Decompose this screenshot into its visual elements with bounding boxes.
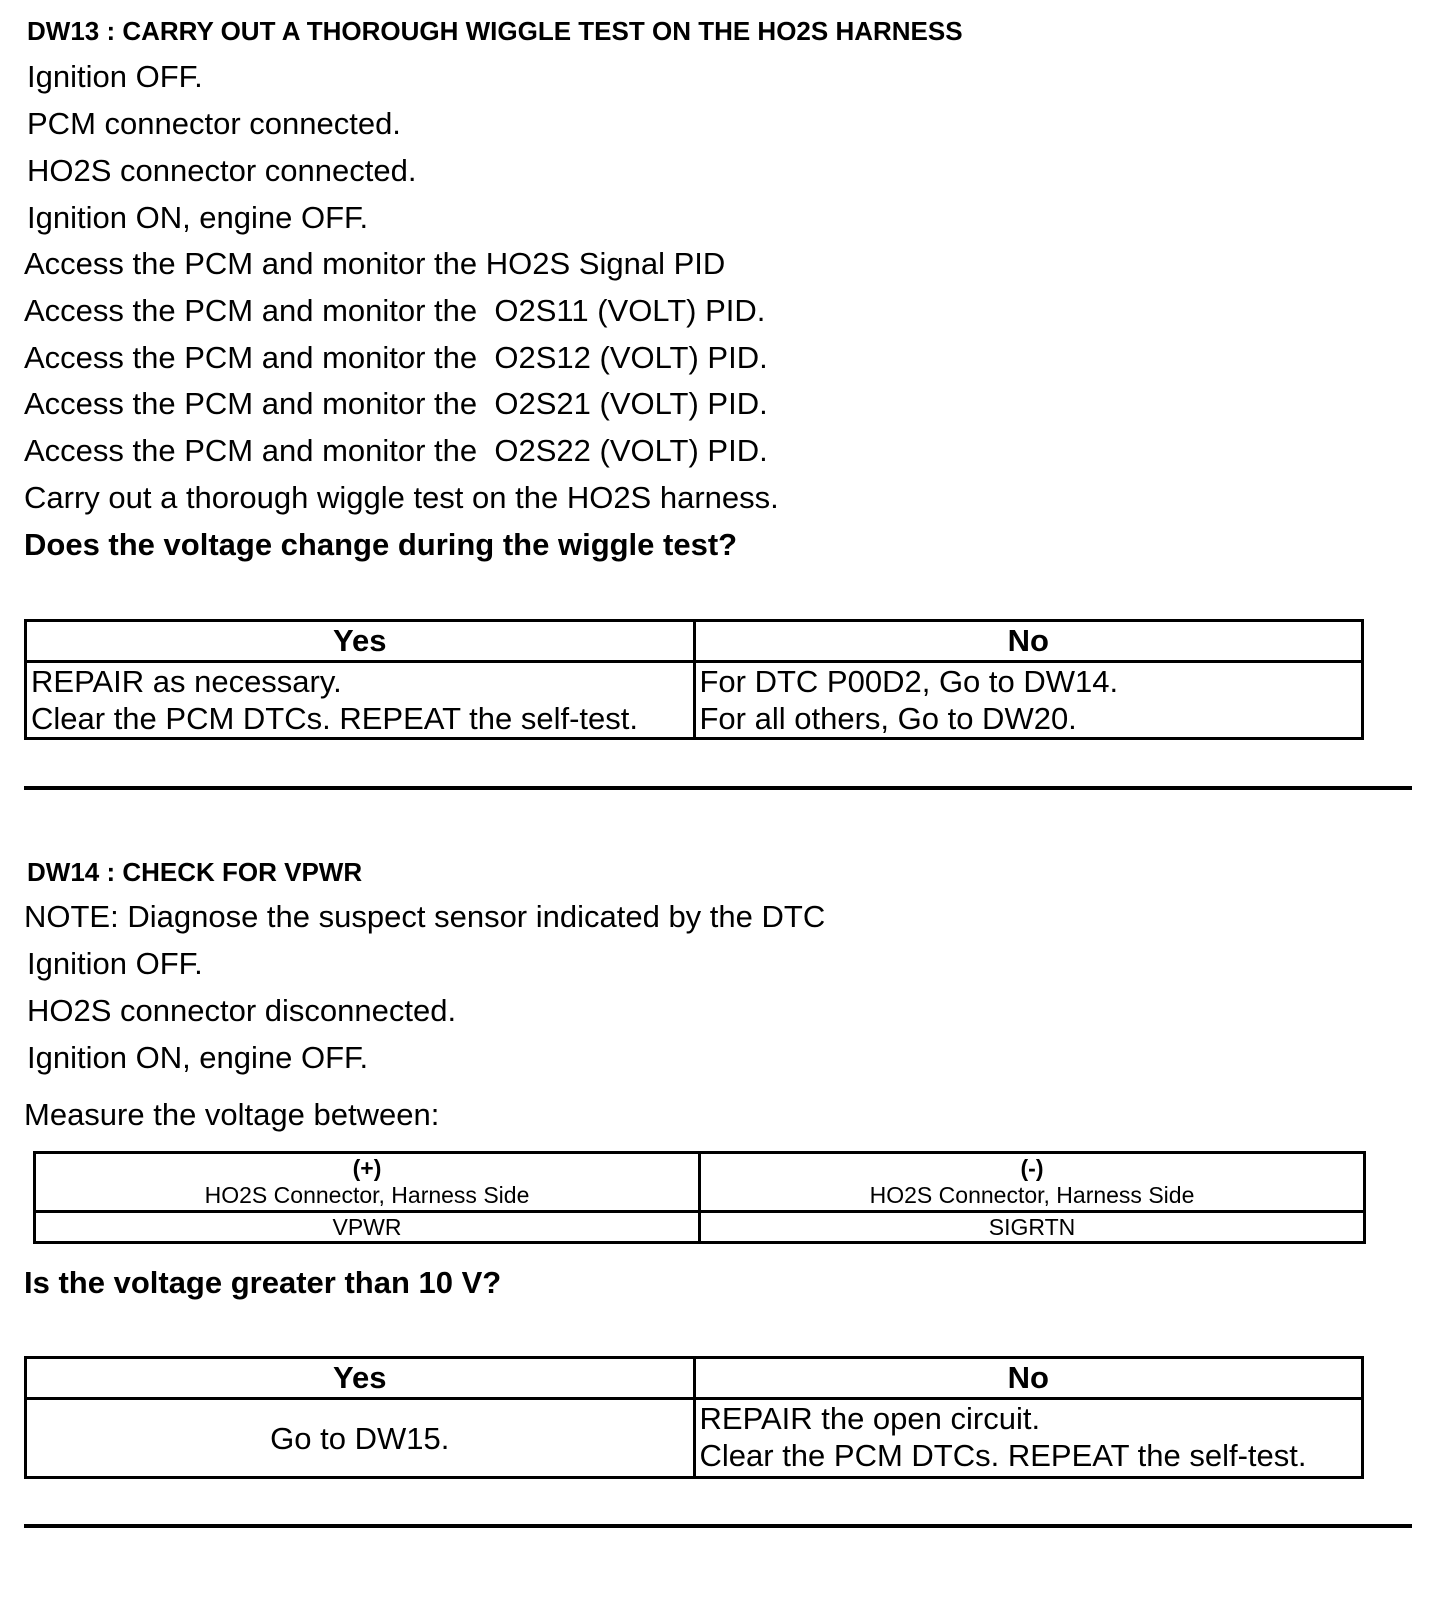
no-cell: [694, 1399, 1363, 1478]
yes-cell: [26, 662, 695, 739]
dw14-result-table: [24, 1356, 1364, 1479]
dw14-step-1: NOTE: Diagnose the suspect sensor indicated by the DTC: [24, 899, 826, 934]
no-cell: [694, 662, 1363, 739]
measure-table: [33, 1151, 1366, 1244]
dw14-question: Is the voltage greater than 10 V?: [24, 1265, 502, 1300]
dw13-step-10: Carry out a thorough wiggle test on the HO2S harness.: [24, 480, 779, 515]
yes-line: REPAIR as necessary.: [31, 664, 342, 699]
plus-sign: (+): [352, 1155, 382, 1181]
dw14-step-3: HO2S connector disconnected.: [27, 993, 457, 1028]
plus-terminal-header: [35, 1153, 700, 1212]
section-divider: [24, 1524, 1412, 1528]
dw13-step-9: Access the PCM and monitor the O2S22 (VOLT) PID.: [24, 433, 768, 468]
dw13-step-5: Access the PCM and monitor the HO2S Signal PID: [24, 246, 726, 281]
dw13-step-7: Access the PCM and monitor the O2S12 (VOLT) PID.: [24, 340, 768, 375]
dw13-step-1: Ignition OFF.: [27, 59, 203, 94]
dw13-step-6: Access the PCM and monitor the O2S11 (VOLT) PID.: [24, 293, 766, 328]
minus-terminal-header: [700, 1153, 1365, 1212]
yes-header: Yes: [26, 1358, 695, 1399]
dw13-step-2: PCM connector connected.: [27, 106, 401, 141]
dw13-heading: DW13 : CARRY OUT A THOROUGH WIGGLE TEST ON THE HO2S HARNESS: [27, 16, 963, 46]
minus-value: SIGRTN: [700, 1212, 1365, 1243]
dw13-step-3: HO2S connector connected.: [27, 153, 417, 188]
yes-header: Yes: [26, 621, 695, 662]
no-line: For all others, Go to DW20.: [699, 701, 1077, 736]
dw14-step-5: Measure the voltage between:: [24, 1097, 440, 1132]
section-divider: [24, 786, 1412, 790]
yes-line: Clear the PCM DTCs. REPEAT the self-test.: [31, 701, 638, 736]
no-line: For DTC P00D2, Go to DW14.: [699, 664, 1119, 699]
dw13-result-table: [24, 619, 1364, 740]
dw13-question: Does the voltage change during the wiggle test?: [24, 527, 738, 562]
plus-value: VPWR: [35, 1212, 700, 1243]
dw13-step-8: Access the PCM and monitor the O2S21 (VOLT) PID.: [24, 386, 768, 421]
dw14-heading: DW14 : CHECK FOR VPWR: [27, 857, 363, 887]
dw14-step-2: Ignition OFF.: [27, 946, 203, 981]
no-header: No: [694, 1358, 1363, 1399]
yes-cell: Go to DW15.: [26, 1399, 695, 1478]
no-header: No: [694, 621, 1363, 662]
dw13-step-4: Ignition ON, engine OFF.: [27, 200, 369, 235]
no-line: Clear the PCM DTCs. REPEAT the self-test.: [699, 1438, 1307, 1473]
plus-label: HO2S Connector, Harness Side: [204, 1182, 530, 1208]
minus-label: HO2S Connector, Harness Side: [869, 1182, 1195, 1208]
minus-sign: (-): [1020, 1155, 1044, 1181]
dw14-step-4: Ignition ON, engine OFF.: [27, 1040, 369, 1075]
no-line: REPAIR the open circuit.: [699, 1401, 1041, 1436]
